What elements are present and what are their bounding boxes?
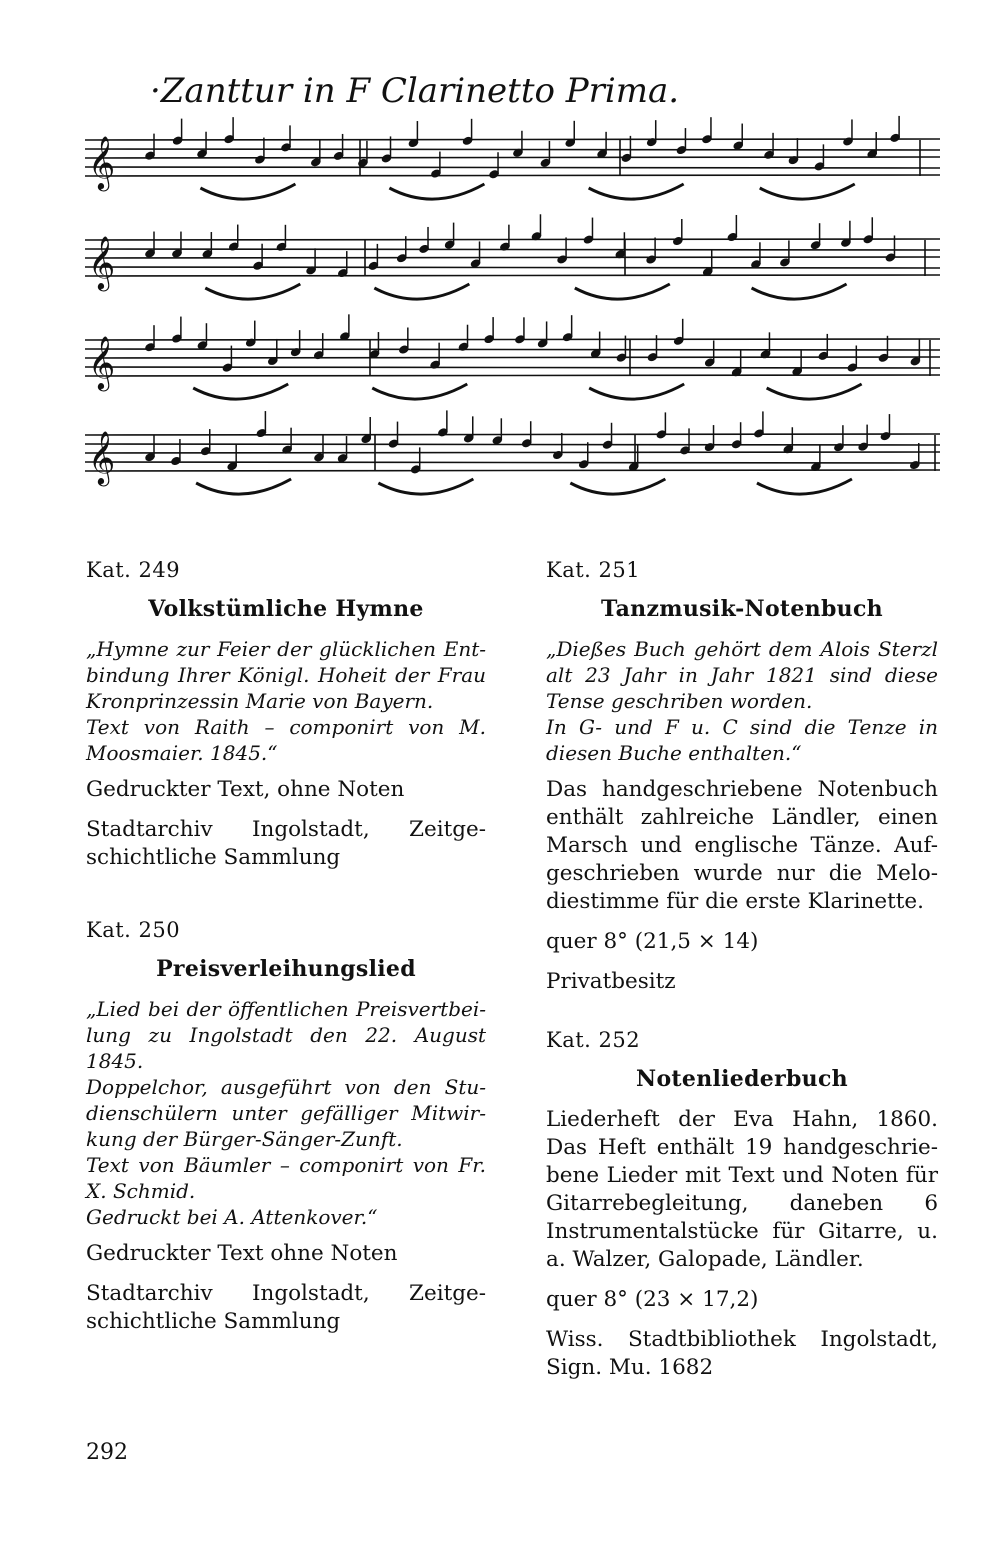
- slur: [193, 384, 288, 399]
- entry-format: quer 8° (21,5 × 14): [546, 929, 759, 954]
- entry-source: Privatbesitz: [546, 969, 676, 994]
- music-staff: [85, 430, 940, 486]
- entry-source: Stadtarchiv Ingolstadt, Zeitge-schichtliche Sammlung: [86, 817, 486, 870]
- entry-format: quer 8° (23 × 17,2): [546, 1287, 759, 1312]
- catalog-entry-252: [546, 1028, 938, 1382]
- quote-line: „Hymne zur Feier der glücklichen Ent-bindung Ihrer Königl. Hoheit der Frau Kronprinzessin Marie von Bayern.: [86, 637, 486, 713]
- music-manuscript-image: [60, 40, 960, 540]
- music-staff: [85, 235, 940, 291]
- entry-description: Liederheft der Eva Hahn, 1860. Das Heft enthält 19 handgeschrie-bene Lieder mit Text und Noten für Gitarrebegleitung, daneben 6 Instrumentalstücke für Gitarre, u. a. Walzer, Galopade, Ländler.: [546, 1107, 938, 1272]
- quote-line: Text von Raith – componirt von M. Moosmaier. 1845.“: [86, 715, 486, 765]
- entry-description: Gedruckter Text ohne Noten: [86, 1241, 398, 1266]
- kat-number: Kat. 251: [546, 558, 641, 582]
- entry-title: Preisverleihungslied: [156, 956, 416, 982]
- kat-number: Kat. 252: [546, 1028, 641, 1052]
- entry-title: Tanzmusik-Notenbuch: [601, 596, 883, 622]
- entry-quote: [546, 636, 938, 766]
- entry-title: Volkstümliche Hymne: [148, 596, 424, 622]
- slur: [767, 384, 862, 399]
- quote-line: Text von Bäumler – componirt von Fr. X. Schmid.: [86, 1153, 486, 1203]
- catalog-entry-249: [86, 558, 486, 872]
- slur: [752, 284, 847, 299]
- entry-source: Stadtarchiv Ingolstadt, Zeitge-schichtliche Sammlung: [86, 1281, 486, 1334]
- slur: [570, 479, 665, 494]
- slur: [374, 284, 469, 299]
- entry-description: Gedruckter Text, ohne Noten: [86, 777, 405, 802]
- entry-quote: [86, 636, 486, 766]
- treble-clef-icon: 𝄞: [88, 430, 116, 484]
- catalog-entry-250: [86, 918, 486, 1336]
- quote-line: „Dießes Buch gehört dem Alois Sterzl alt 23 Jahr in Jahr 1821 sind diese Tense geschriben worden.: [546, 637, 938, 713]
- slur: [389, 184, 484, 199]
- music-staff: [85, 135, 940, 191]
- slur: [205, 284, 300, 299]
- entry-quote: [86, 996, 486, 1230]
- kat-number: Kat. 249: [86, 558, 181, 582]
- slur: [378, 479, 473, 494]
- left-column: [86, 558, 486, 1348]
- entry-title: Notenliederbuch: [636, 1066, 848, 1092]
- page-number: 292: [86, 1440, 128, 1465]
- treble-clef-icon: 𝄞: [88, 135, 116, 189]
- manuscript-caption: ·Zanttur in F Clarinetto Prima.: [150, 71, 680, 111]
- catalog-entry-251: [546, 558, 938, 996]
- kat-number: Kat. 250: [86, 918, 181, 942]
- slur: [589, 384, 684, 399]
- slur: [196, 479, 291, 494]
- slur: [372, 384, 467, 399]
- right-column: [546, 558, 938, 1394]
- quote-line: In G- und F u. C sind die Tenze in diesen Buche enthalten.“: [546, 715, 938, 765]
- entry-source: Wiss. Stadtbibliothek Ingolstadt, Sign. Mu. 1682: [546, 1327, 938, 1380]
- treble-clef-icon: 𝄞: [88, 335, 116, 389]
- slur: [589, 184, 684, 199]
- quote-line: Doppelchor, ausgeführt von den Stu-dienschülern unter gefälliger Mitwir-kung der Bürger-Sänger-Zunft.: [86, 1075, 486, 1151]
- quote-line: „Lied bei der öffentlichen Preisvertbei-lung zu Ingolstadt den 22. August 1845.: [86, 997, 486, 1073]
- treble-clef-icon: 𝄞: [88, 235, 116, 289]
- slur: [760, 184, 855, 199]
- entry-description: Das handgeschriebene Notenbuch enthält zahlreiche Ländler, einen Marsch und englische Tänze. Auf-geschrieben wurde nur die Melo-diestimme für die erste Klarinette.: [546, 777, 938, 914]
- music-staff: [85, 335, 940, 391]
- slur: [757, 479, 852, 494]
- slur: [200, 184, 295, 199]
- quote-line: Gedruckt bei A. Attenkover.“: [86, 1205, 378, 1229]
- slur: [575, 284, 670, 299]
